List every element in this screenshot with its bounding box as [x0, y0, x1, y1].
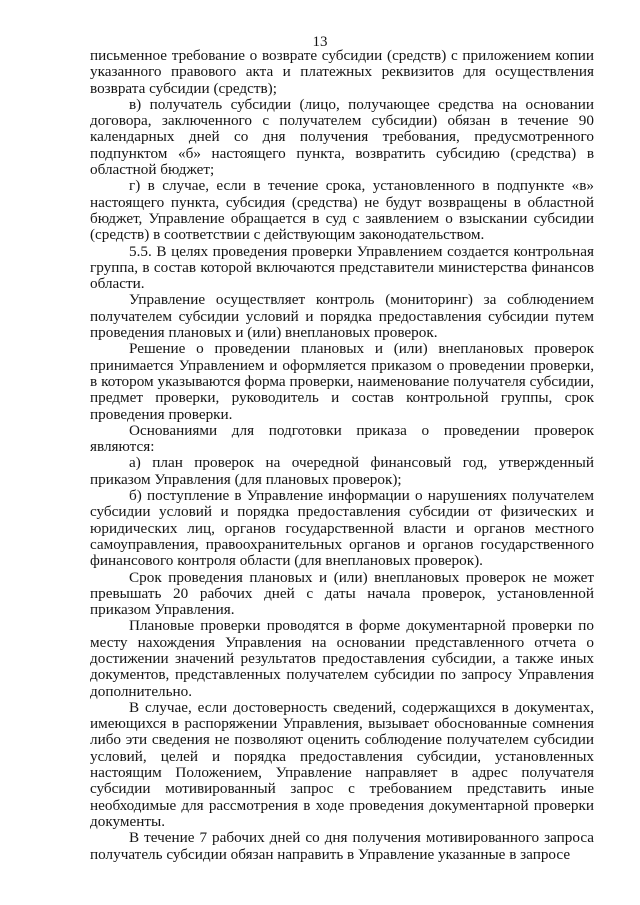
paragraph-inspection-term: Срок проведения плановых и (или) внеплановых проверок не может превышать 20 рабочих дней с даты начала проверок, установленной приказом Управления. [90, 568, 594, 619]
paragraph-reasoned-request: В случае, если достоверность сведений, содержащихся в документах, имеющихся в распоряжении Управления, вызывает обоснованные сомнения либо эти сведения не позволяют оценить соблюдение получателем субсидии условий, целей и порядка предоставления субсидии, установленных настоящим Положением, Управление направляет в адрес получателя субсидии мотивированный запрос с требованием представить иные необходимые для рассмотрения в ходе проведения документарной проверки документы. [90, 698, 594, 830]
paragraph-control-monitoring: Управление осуществляет контроль (мониторинг) за соблюдением получателем субсидии условий и порядка предоставления субсидии путем проведения плановых и (или) внеплановых проверок. [90, 291, 594, 342]
paragraph-order-grounds: Основаниями для подготовки приказа о проведении проверок являются: [90, 421, 594, 456]
paragraph-section-5-5: 5.5. В целях проведения проверки Управлением создается контрольная группа, в состав которой включаются представители министерства финансов области. [90, 242, 594, 293]
paragraph-planned-inspections: Плановые проверки проводятся в форме документарной проверки по месту нахождения Управления на основании представленного отчета о достижении значений результатов предоставления субсидии, а также иных документов, представленных получателем субсидии по запросу Управления дополнительно. [90, 617, 594, 700]
page-number: 13 [312, 34, 328, 50]
paragraph-ground-b: б) поступление в Управление информации о нарушениях получателем субсидии условий и порядка предоставления субсидии от физических и юридических лиц, органов государственной власти и органов местного самоуправления, правоохранительных органов и органов государственного финансового контроля области (для внеплановых проверок). [90, 487, 594, 570]
document-body [90, 48, 594, 863]
paragraph-ground-a: а) план проверок на очередной финансовый год, утвержденный приказом Управления (для плановых проверок); [90, 454, 594, 488]
paragraph-inspection-decision: Решение о проведении плановых и (или) внеплановых проверок принимается Управлением и оформляется приказом о проведении проверки, в котором указываются форма проверки, наименование получателя субсидии, предмет проверки, руководитель и состав контрольной группы, срок проведения проверки. [90, 340, 594, 423]
paragraph-subitem-v: в) получатель субсидии (лицо, получающее средства на основании договора, заключенного с получателем субсидии) обязан в течение 90 календарных дней со дня получения требования, предусмотренного подпунктом «б» настоящего пункта, возвратить субсидию (средства) в областной бюджет; [90, 95, 594, 179]
paragraph-response-deadline: В течение 7 рабочих дней со дня получения мотивированного запроса получатель субсидии обязан направить в Управление указанные в запросе [90, 829, 594, 863]
paragraph-return-request-continuation: письменное требование о возврате субсидии (средств) с приложением копии указанного правового акта и платежных реквизитов для осуществления возврата субсидии (средств); [90, 47, 594, 97]
paragraph-subitem-g: г) в случае, если в течение срока, установленного в подпункте «в» настоящего пункта, субсидия (средства) не будут возвращены в областной бюджет, Управление обращается в суд с заявлением о взыскании субсидии (средств) в соответствии с действующим законодательством. [90, 177, 594, 244]
